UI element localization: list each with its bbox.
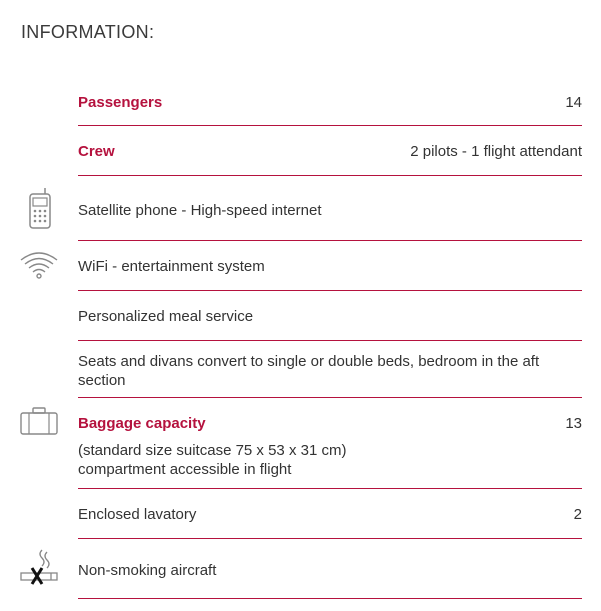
info-row-meal-service xyxy=(78,291,582,341)
info-row-baggage xyxy=(78,398,582,489)
no-smoking-icon xyxy=(18,548,60,588)
passengers-label: Passengers xyxy=(78,94,163,111)
info-row-crew xyxy=(78,126,582,176)
lavatory-value: 2 xyxy=(573,506,582,523)
baggage-details: (standard size suitcase 75 x 53 x 31 cm) compartment accessible in flight xyxy=(78,442,347,478)
passengers-value: 14 xyxy=(565,94,582,111)
info-row-passengers xyxy=(78,90,582,126)
info-row-lavatory xyxy=(78,489,582,539)
satellite-phone-label: Satellite phone - High-speed internet xyxy=(78,202,322,219)
wifi-icon xyxy=(18,250,58,280)
non-smoking-label: Non-smoking aircraft xyxy=(78,562,217,579)
crew-label: Crew xyxy=(78,143,115,160)
baggage-label: Baggage capacity xyxy=(78,415,206,432)
suitcase-icon xyxy=(18,406,60,436)
seats-label: Seats and divans convert to single or double beds, bedroom in the aft section xyxy=(78,353,540,389)
satellite-phone-icon xyxy=(18,186,58,230)
section-title: INFORMATION: xyxy=(21,22,155,42)
info-row-non-smoking xyxy=(78,539,582,599)
info-row-satellite-phone xyxy=(78,176,582,241)
wifi-label: WiFi - entertainment system xyxy=(78,258,265,275)
crew-value: 2 pilots - 1 flight attendant xyxy=(410,143,582,160)
info-row-wifi xyxy=(78,241,582,291)
meal-service-label: Personalized meal service xyxy=(78,308,254,325)
info-row-seats xyxy=(78,341,582,398)
baggage-value: 13 xyxy=(565,415,582,432)
lavatory-label: Enclosed lavatory xyxy=(78,506,197,523)
